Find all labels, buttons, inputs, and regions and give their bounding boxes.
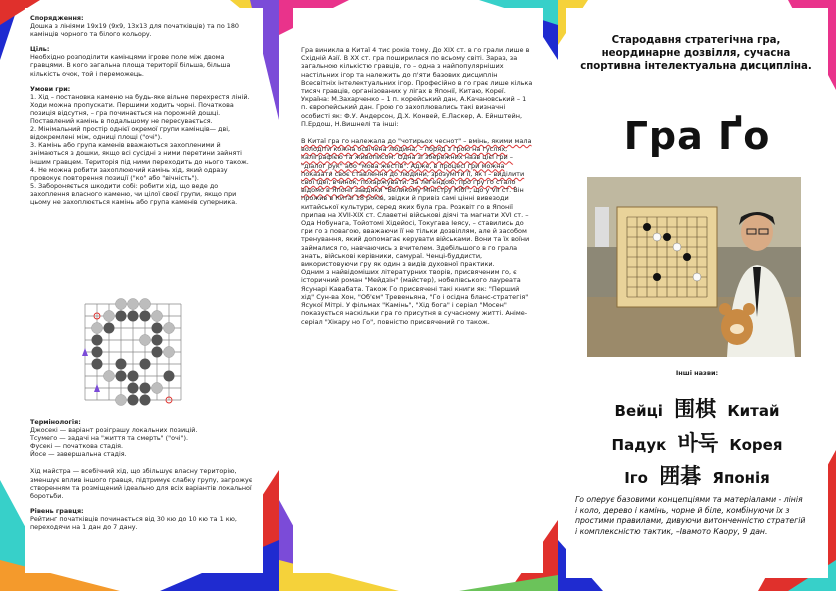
cover-lead-text: Стародавня стратегічна гра, неординарне дозвілля, сучасна спортивна інтелектуальна дисципліна.	[580, 35, 812, 72]
other-names-heading: Інші назви:	[675, 369, 719, 377]
name-row-china	[558, 393, 836, 423]
terms-heading: Термінологія:	[30, 418, 81, 426]
panel-cover	[558, 0, 836, 591]
equipment-text: Дошка з лініями 19х19 (9х9, 13х13 для початківців) та по 180 камінців чорного та білого кольору.	[30, 22, 239, 39]
rule-item: 1. Хід – постановка каменю на будь-яке вільне перехрестя ліній. Ходи можна пропускати. Першими ходить чорні. Початкова позиція відсутня, – гра починається на порожній дошці. Поставлений камінь в подальшому не пересувається.	[30, 92, 250, 126]
goal-heading: Ціль:	[30, 45, 50, 54]
name-country: Японія	[712, 469, 770, 487]
go-board-diagram	[77, 296, 187, 408]
history-paragraph-2b: "Великому Міністру Кібі", що у VII ст. Він прожив в Китаї 18 років, звідки й привіз самі цінні вивезоди китайської культури, серед яких була гра. Розквіт го в Японії припав на XVII-XIX ст. Славетні військові діячі та магнати XVI ст. – Ода Нобунага, Тойотомі Хідейосі, Токугава Іеясу, – ставились до гри го з повагою, вважаючи її не тільки дозвіллям, але й засобом тренування, який допомагає керувати військами. Вони та їх воїни займалися го, навчаючись з вчителем. Здебільшого в го грала знать, військові керівники, самураї. Ченці-буддисти, використовуючи гру як один з видів духовної практики.	[301, 186, 530, 269]
panel-rules	[0, 0, 279, 591]
rank-heading: Рівень гравця:	[30, 506, 84, 515]
cover-photo	[587, 177, 801, 357]
name-country: Корея	[729, 436, 783, 454]
name-native: Вейці	[614, 402, 663, 420]
rank-text: Рейтинг початківців починається від 30 кю до 10 кю та 1 кю, переходячи на 1 дан до 7 дану.	[30, 514, 237, 532]
rule-item: 3. Камінь або група каменів вважаються захопленими й знімаються з дошки, якщо всі сусідні з ними перетини зайняті іншим гравцем. Територія під ними переходить до нього також.	[30, 141, 249, 166]
name-country: Китай	[727, 402, 780, 420]
photo-illustration	[587, 177, 801, 357]
history-paragraph-3: Одним з найвідоміших літературних творів, присвяченим го, є історичний роман "Мейдзін" (майстер), нобелівського лауреата Ясунарі Кавабата. Також Го присвячені такі книги як: "Перший хід" Сун-ва Хон, "Об'єм" Тревеньяна, "Го і осідна бланс-стратегія" Ясукої Мітрі. У фільмах "Камінь", "Хід бога" і серіал "Мосен" показується наскільки гра го присутня в сучасному житті. Аніме-серіал "Хікару но Го", повністю присвячений го також.	[301, 268, 529, 326]
term-item: Йосе — завершальна стадія.	[30, 450, 127, 459]
term-item: Фусекі — початкова стадія.	[30, 442, 124, 451]
rule-item: 2. Мінімальний простір однієї окремої групи камінців— дві, відокремлені між, одниці площі ("очі").	[30, 125, 231, 142]
name-native: Падук	[611, 436, 667, 454]
rule-item: 4. Не можна робити захоплюючий камінь хід, який одразу провокує повторення позиції ("ко" або "вічність").	[30, 165, 228, 182]
rules-heading: Умови гри:	[30, 84, 71, 93]
goal-text: Необхідно розподілити камінцями ігрове поле між двома гравцями. В кого загальна площа території більша, більша кількість очок, той і переможець.	[30, 53, 231, 78]
name-native: Іго	[624, 469, 648, 487]
name-row-korea	[558, 427, 836, 457]
equipment-heading: Спорядження:	[30, 14, 84, 22]
history-paragraph-2a: В Китаї гра го належала до "чотирьох чеснот" – вмінь, якими мала володіти кожна освічена людина, – поряд з грою на гуслях, каліграфією та живописом. Одна зі збережних назв цієї гри – "діалог рук" або "мова жестів". Адже, в процесі гри можна показати своє ставлення до людини, зрозуміти її, як і – виділити свої ідеї, вчинок, похаржувати. За легендою, про гру го стало відомо в Японії завдяки	[301, 137, 532, 195]
name-row-japan	[558, 460, 836, 490]
name-cjk: 囲碁	[659, 464, 702, 488]
name-cjk: 바둑	[677, 431, 719, 455]
panel1-card	[25, 8, 263, 573]
tesuji-text: Хід майстра — всебічний хід, що збільшує власну територію, зменшує вплив іншого гравця, підтримує слабку групу, загрожує створенням та розміщений ідеально для всіх варіантів локальної боротьби.	[30, 467, 253, 500]
cover-title: Гра Ґо	[623, 114, 771, 158]
cover-quote: Го оперує базовими концепціями та матеріалами - лінія і коло, дерево і камінь, чорне й біле, комбінуючи їх з простими правилами, дивуючи витонченністю стратегій і комплексністю тактик, –Івамото Каору, 9 дан.	[575, 495, 806, 536]
panel-history	[279, 0, 558, 591]
rule-item: 5. Забороняється шкодити собі: робити хід, що веде до захоплення власного каменю, чи цілої своєї групи, якщо при цьому не захоплюється камінь або група каменів суперника.	[30, 181, 238, 206]
term-item: Тсумего — задачі на "життя та смерть" ("очі").	[30, 434, 189, 443]
term-item: Джосекі — варіант розіграшу локальних позицій.	[30, 426, 198, 435]
panel2-card	[293, 8, 543, 573]
history-paragraph-1: Гра виникла в Китаї 4 тис років тому. До XIX ст. в го грали лише в Східній Азії. В XX ст. гра поширилася по всьому світі. Зараз, за загальною кількістю гравців, го – одна з найпопулярніших настільних ігор та належить до п'яти базових дисциплін Всесвітніх інтелектуальних ігор. Професійно в го грає лише кілька тисяч гравців, організованих у лігах в Японії, Китаю, Кореї. Україна: М.Захарченко – 1 п. корейський дан, А.Качановський – 1 п. європейський дан. Грою го захоплювались такі визначні особисті як: Ф.У. Андерсон, Д.Х. Конвей, Е.Ласкер, А. Ейнштейн, П.Ердош, Н.Вишнелі та інші:	[301, 46, 533, 128]
name-cjk: 围棋	[674, 397, 717, 421]
